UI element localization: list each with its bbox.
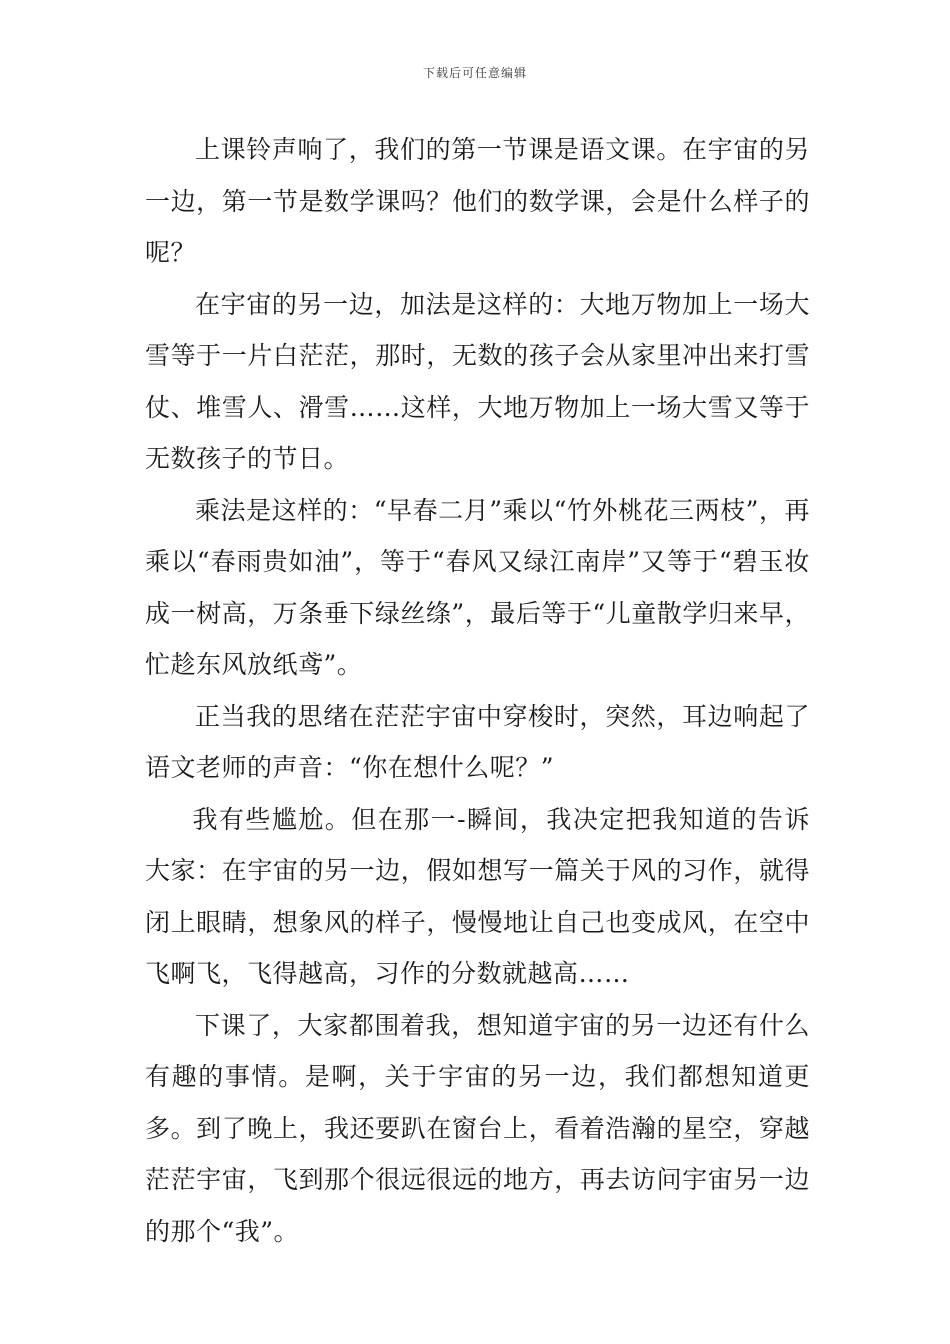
paragraph-6: 下课了，大家都围着我，想知道宇宙的另一边还有什么有趣的事情。是啊，关于宇宙的另一边，我们都想知道更多。到了晚上，我还要趴在窗台上，看着浩瀚的星空，穿越茫茫宇宙，飞到那个很远很远的地方，再去访问宇宙另一边的那个“我”。 [145, 1010, 810, 1246]
page-header: 下载后可任意编辑 [422, 66, 527, 80]
paragraph-2: 在宇宙的另一边，加法是这样的：大地万物加上一场大雪等于一片白茫茫，那时，无数的孩子会从家里冲出来打雪仗、堆雪人、滑雪……这样，大地万物加上一场大雪又等于无数孩子的节日。 [145, 289, 810, 473]
paragraph-1: 上课铃声响了，我们的第一节课是语文课。在宇宙的另一边，第一节是数学课吗？他们的数学课，会是什么样子的呢？ [145, 135, 810, 267]
paragraph-5: 我有些尴尬。但在那一-瞬间，我决定把我知道的告诉大家：在宇宙的另一边，假如想写一篇关于风的习作，就得闭上眼睛，想象风的样子，慢慢地让自己也变成风，在空中飞啊飞，飞得越高，习作的分数就越高…… [145, 804, 810, 988]
paragraph-3: 乘法是这样的：“早春二月”乘以“竹外桃花三两枝”，再乘以“春雨贵如油”，等于“春风又绿江南岸”又等于“碧玉妆成一树高，万条垂下绿丝绦”，最后等于“儿童散学归来早，忙趁东风放纸鸢”。 [145, 495, 810, 679]
article-body [145, 124, 810, 1257]
paragraph-4: 正当我的思绪在茫茫宇宙中穿梭时，突然，耳边响起了语文老师的声音：“你在想什么呢？” [145, 701, 810, 782]
